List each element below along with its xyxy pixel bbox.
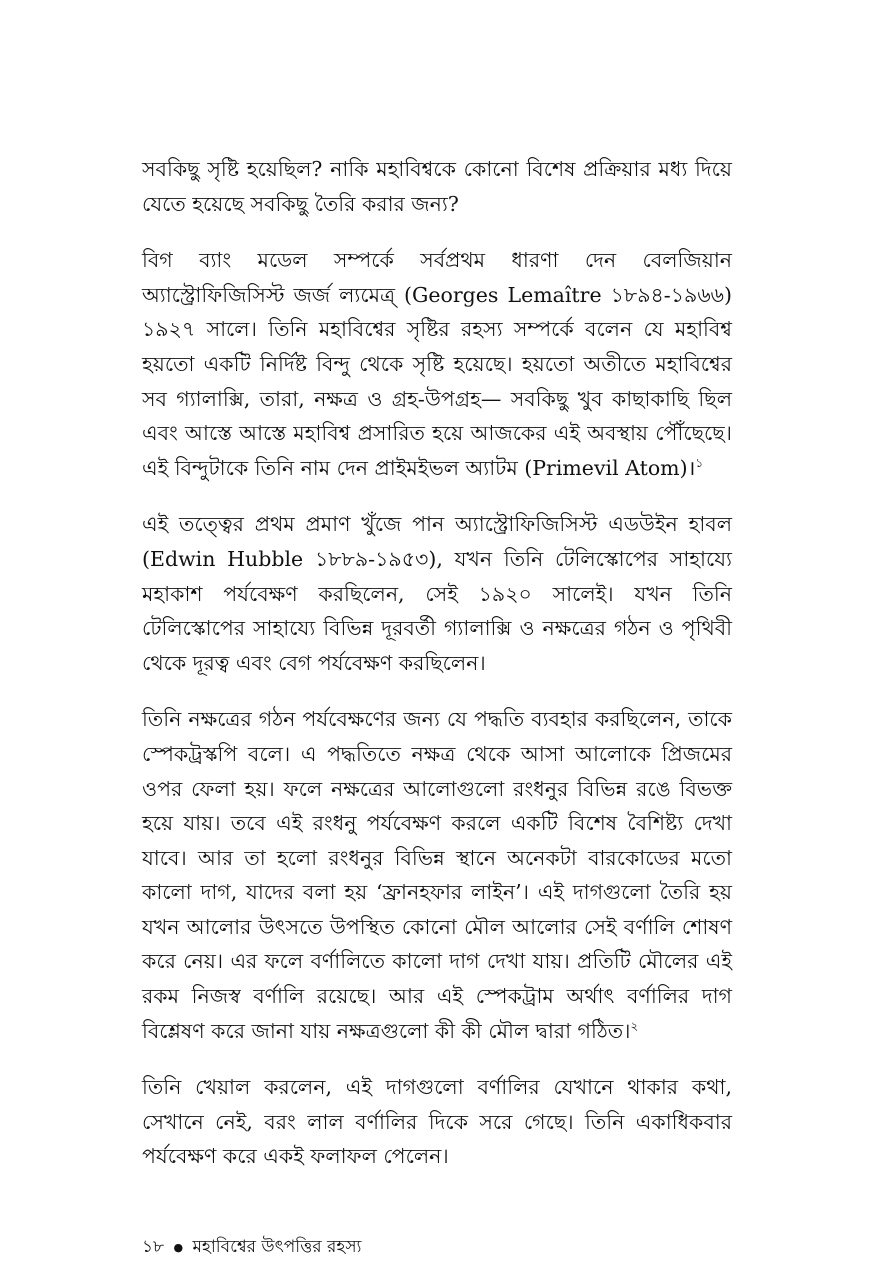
paragraph-text: এই তত্ত্বের প্রথম প্রমাণ খুঁজে পান অ্যাস্ট্রোফিজিসিস্ট এডউইন হাবল (Edwin Hubble ১৮৮৯-১৯৫৩), যখন তিনি টেলিস্কোপের সাহায্যে মহাকাশ পর্যবেক্ষণ করছিলেন, সেই ১৯২০ সালেই। যখন তিনি টেলিস্কোপের সাহায্যে বিভিন্ন দূরবর্তী গ্যালাক্সি ও নক্ষত্রের গঠন ও পৃথিবী থেকে দূরত্ব এবং বেগ পর্যবেক্ষণ করছিলেন। [142,512,732,675]
running-title: মহাবিশ্বের উৎপত্তির রহস্য [192,1237,362,1257]
body-text [142,152,732,1174]
paragraph-1 [142,152,732,221]
paragraph-text: সবকিছু সৃষ্টি হয়েছিল? নাকি মহাবিশ্বকে কোনো বিশেষ প্রক্রিয়ার মধ্য দিয়ে যেতে হয়েছে সবকিছু তৈরি করার জন্য? [142,157,732,216]
paragraph-text: বিগ ব্যাং মডেল সম্পর্কে সর্বপ্রথম ধারণা দেন বেলজিয়ান অ্যাস্ট্রোফিজিসিস্ট জর্জ ল্যমেত্র্ (Georges Lemaître ১৮৯৪-১৯৬৬) ১৯২৭ সালে। তিনি মহাবিশ্বের সৃষ্টির রহস্য সম্পর্কে বলেন যে মহাবিশ্ব হয়তো একটি নির্দিষ্ট বিন্দু থেকে সৃষ্টি হয়েছে। হয়তো অতীতে মহাবিশ্বের সব গ্যালাক্সি, তারা, নক্ষত্র ও গ্রহ-উপগ্রহ— সবকিছু খুব কাছাকাছি ছিল এবং আস্তে আস্তে মহাবিশ্ব প্রসারিত হয়ে আজকের এই অবস্থায় পৌঁছেছে। এই বিন্দুটাকে তিনি নাম দেন প্রাইমইভল অ্যাটম (Primevil Atom)। [142,248,732,480]
paragraph-text: তিনি খেয়াল করলেন, এই দাগগুলো বর্ণালির যেখানে থাকার কথা, সেখানে নেই, বরং লাল বর্ণালির দিকে সরে গেছে। তিনি একাধিকবার পর্যবেক্ষণ করে একই ফলাফল পেলেন। [142,1075,732,1169]
paragraph-text: তিনি নক্ষত্রের গঠন পর্যবেক্ষণের জন্য যে পদ্ধতি ব্যবহার করছিলেন, তাকে স্পেকট্রস্কপি বলে। এ পদ্ধতিতে নক্ষত্র থেকে আসা আলোকে প্রিজমের ওপর ফেলা হয়। ফলে নক্ষত্রের আলোগুলো রংধনুর বিভিন্ন রঙে বিভক্ত হয়ে যায়। তবে এই রংধনু পর্যবেক্ষণ করলে একটি বিশেষ বৈশিষ্ট্য দেখা যাবে। আর তা হলো রংধনুর বিভিন্ন স্থানে অনেকটা বারকোডের মতো কালো দাগ, যাদের বলা হয় ‘ফ্রানহফার লাইন’। এই দাগগুলো তৈরি হয় যখন আলোর উৎসতে উপস্থিত কোনো মৌল আলোর সেই বর্ণালি শোষণ করে নেয়। এর ফলে বর্ণালিতে কালো দাগ দেখা যায়। প্রতিটি মৌলের এই রকম নিজস্ব বর্ণালি রয়েছে। আর এই স্পেকট্রাম অর্থাৎ বর্ণালির দাগ বিশ্লেষণ করে জানা যায় নক্ষত্রগুলো কী কী মৌল দ্বারা গঠিত। [142,707,732,1043]
page-footer [142,1236,362,1259]
paragraph-5 [142,1070,732,1174]
paragraph-4 [142,702,732,1048]
paragraph-3 [142,507,732,680]
page-number: ১৮ [142,1237,165,1257]
footnote-marker: ১ [695,455,704,470]
paragraph-2 [142,243,732,485]
bullet-separator: ● [173,1240,184,1254]
footnote-marker: ২ [630,1018,639,1033]
